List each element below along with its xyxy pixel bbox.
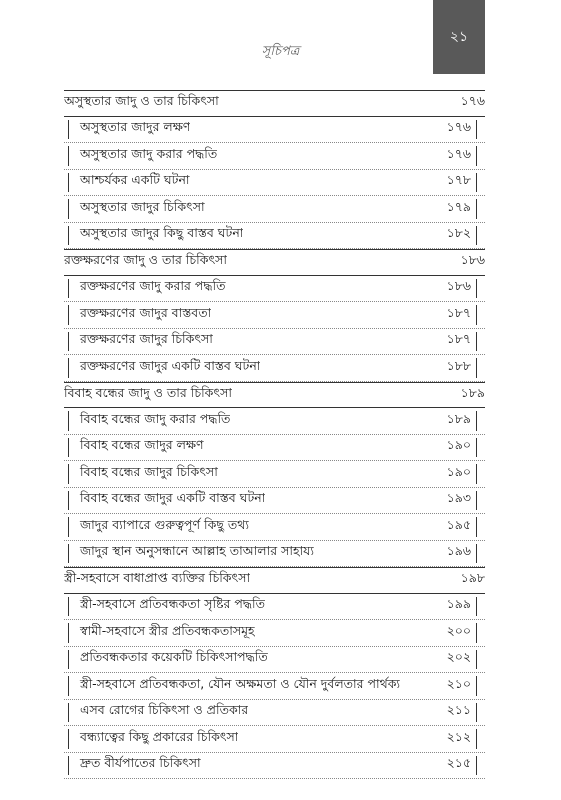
toc-entry-page: ১৭৬ [460, 93, 485, 109]
toc-chapter-row [64, 249, 485, 276]
toc-entry-page: ২১০ [446, 675, 471, 691]
toc-entry-row [64, 196, 485, 223]
toc-entry-page: ১৯৩ [446, 490, 471, 506]
page-number-box [433, 0, 485, 74]
toc-entry-page: ১৯৯ [446, 596, 471, 612]
toc-entry-label: আশ্চর্যকর একটি ঘটনা [80, 172, 190, 188]
toc-entry-label: অসুস্থতার জাদুর লক্ষণ [80, 119, 191, 135]
toc-entry-page: ১৮৯ [446, 410, 471, 426]
toc-entry-row [64, 223, 485, 250]
toc-entry-row [64, 700, 485, 727]
toc-entry-label: স্ত্রী-সহবাসে প্রতিবন্ধকতা, যৌন অক্ষমতা ও যৌন দুর্বলতার পার্থক্য [80, 675, 401, 691]
toc-entry-label: বিবাহ বন্ধের জাদুর লক্ষণ [80, 437, 204, 453]
toc-entry-label: স্বামী-সহবাসে স্ত্রীর প্রতিবন্ধকতাসমূহ [80, 622, 255, 638]
toc-chapter-row [64, 567, 485, 594]
toc-entry-page: ১৯০ [446, 437, 471, 453]
toc-entry-label: অসুস্থতার জাদু করার পদ্ধতি [80, 145, 218, 161]
toc-entry-row [64, 673, 485, 700]
toc-entry-row [64, 276, 485, 303]
toc-entry-label: জাদুর স্থান অনুসন্ধানে আল্লাহ তাআলার সাহায্য [80, 543, 314, 559]
toc-entry-page: ১৯৬ [446, 543, 471, 559]
toc-entry-page: ২১১ [446, 702, 471, 718]
toc-entry-page: ২০০ [446, 622, 471, 638]
toc-entry-page: ১৭৮ [446, 172, 471, 188]
toc-entry-label: রক্তক্ষরণের জাদু করার পদ্ধতি [80, 278, 226, 294]
toc-entry-label: অসুস্থতার জাদুর কিছু বাস্তব ঘটনা [80, 225, 244, 241]
toc-entry-page: ১৮৮ [446, 357, 471, 373]
toc-entry-row [64, 329, 485, 356]
toc-entry-page: ১৮৬ [446, 278, 471, 294]
toc-entry-row [64, 461, 485, 488]
toc-entry-label: বিবাহ বন্ধের জাদু করার পদ্ধতি [80, 410, 231, 426]
toc-entry-row [64, 435, 485, 462]
toc-entry-row [64, 647, 485, 674]
toc-entry-row [64, 488, 485, 515]
toc-entry-page: ১৯৮ [460, 570, 485, 586]
toc-entry-page: ১৮২ [446, 225, 471, 241]
toc-entry-label: রক্তক্ষরণের জাদুর একটি বাস্তব ঘটনা [80, 357, 261, 373]
toc-entry-label: রক্তক্ষরণের জাদু ও তার চিকিৎসা [64, 252, 228, 268]
toc-entry-page: ১৮৬ [460, 252, 485, 268]
toc-entry-label: রক্তক্ষরণের জাদুর চিকিৎসা [80, 331, 213, 347]
toc-entry-row [64, 355, 485, 382]
toc-entry-label: জাদুর ব্যাপারে গুরুত্বপূর্ণ কিছু তথ্য [80, 516, 249, 532]
toc-entry-page: ২১২ [446, 728, 471, 744]
toc-entry-label: অসুস্থতার জাদুর চিকিৎসা [80, 198, 205, 214]
toc-entry-label: বন্ধ্যাত্বের কিছু প্রকারের চিকিৎসা [80, 728, 239, 744]
toc-entry-label: অসুস্থতার জাদু ও তার চিকিৎসা [64, 93, 219, 109]
toc-entry-row [64, 408, 485, 435]
toc-entry-label: বিবাহ বন্ধের জাদুর একটি বাস্তব ঘটনা [80, 490, 266, 506]
toc-entry-page: ১৮৯ [460, 384, 485, 400]
toc-entry-page: ২১৫ [446, 755, 471, 771]
toc-entry-page: ১৯০ [446, 463, 471, 479]
toc-entry-label: প্রতিবন্ধকতার কয়েকটি চিকিৎসাপদ্ধতি [80, 649, 268, 665]
toc-entry-page: ১৮৭ [446, 331, 471, 347]
toc-entry-row [64, 117, 485, 144]
toc-entry-row [64, 143, 485, 170]
toc-entry-row [64, 726, 485, 753]
toc-entry-row [64, 514, 485, 541]
toc-entry-page: ১৯৫ [446, 516, 471, 532]
toc-entry-page: ১৭৯ [446, 198, 471, 214]
toc-entry-page: ১৭৬ [446, 119, 471, 135]
page-number: ২১ [449, 29, 469, 45]
toc-entry-label: বিবাহ বন্ধের জাদুর চিকিৎসা [80, 463, 218, 479]
toc-entry-page: ২০২ [446, 649, 471, 665]
toc-entry-row [64, 170, 485, 197]
toc-entry-page: ১৮৭ [446, 304, 471, 320]
toc-chapter-row [64, 90, 485, 117]
toc-entry-row [64, 753, 485, 780]
toc-entry-row [64, 302, 485, 329]
toc-entry-label: স্ত্রী-সহবাসে বাধাপ্রাপ্ত ব্যক্তির চিকিৎসা [64, 570, 251, 586]
toc-entry-row [64, 620, 485, 647]
toc-entry-label: রক্তক্ষরণের জাদুর বাস্তবতা [80, 304, 212, 320]
toc-entry-label: স্ত্রী-সহবাসে প্রতিবন্ধকতা সৃষ্টির পদ্ধতি [80, 596, 265, 612]
running-header-title: সূচিপত্র [261, 44, 300, 59]
toc-entry-label: বিবাহ বন্ধের জাদু ও তার চিকিৎসা [64, 384, 232, 400]
toc-entry-page: ১৭৬ [446, 145, 471, 161]
table-of-contents [64, 90, 485, 779]
toc-chapter-row [64, 382, 485, 409]
toc-entry-row [64, 541, 485, 568]
toc-entry-row [64, 594, 485, 621]
toc-entry-label: দ্রুত বীর্যপাতের চিকিৎসা [80, 755, 201, 771]
toc-entry-label: এসব রোগের চিকিৎসা ও প্রতিকার [80, 702, 249, 718]
